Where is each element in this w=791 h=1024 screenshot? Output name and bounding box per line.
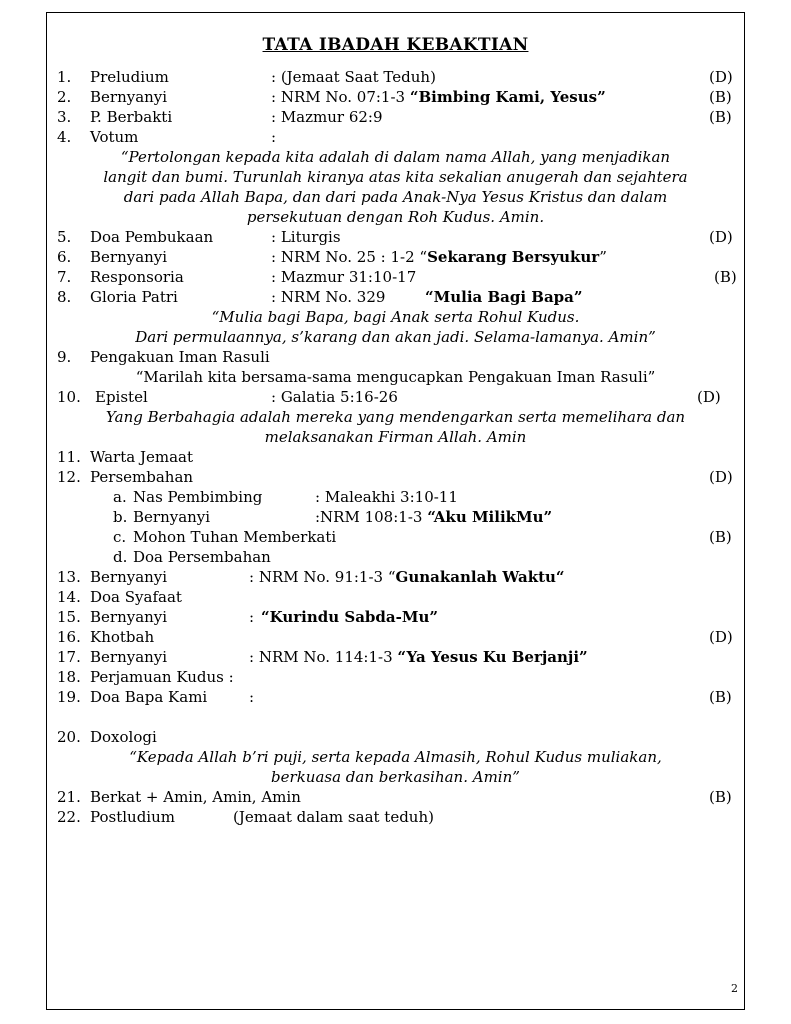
votum-line: “Pertolongan kepada kita adalah di dalam nama Allah, yang menjadikan (120, 148, 671, 166)
item-label: Responsoria (90, 268, 184, 286)
item-detail: : NRM No. 25 : 1-2 “ (271, 248, 428, 266)
item-label: Postludium (90, 808, 175, 826)
item-label: Bernyanyi (133, 508, 211, 526)
item-detail: : Mazmur 31:10-17 (271, 268, 417, 286)
item-doxologi (47, 727, 744, 747)
song-title: “Aku MilikMu” (427, 508, 553, 526)
subitem-mohon-berkat (47, 527, 744, 547)
item-label: Epistel (95, 388, 148, 406)
item-khotbah (47, 627, 744, 647)
item-label: Doa Persembahan (133, 548, 271, 566)
item-mark: (D) (709, 628, 733, 646)
song-title: “Mulia Bagi Bapa” (425, 288, 583, 306)
item-label: Gloria Patri (90, 288, 178, 306)
page-number: 2 (731, 982, 738, 995)
song-title: Sekarang Bersyukur (427, 248, 600, 266)
item-mark: (B) (709, 108, 732, 126)
item-label: Warta Jemaat (90, 448, 193, 466)
item-p-berbakti (47, 107, 744, 127)
song-title: “Ya Yesus Ku Berjanji” (397, 648, 588, 666)
gloria-line: Dari permulaannya, s’karang dan akan jadi. Selama-lamanya. Amin” (135, 328, 656, 346)
item-mark: (B) (714, 268, 737, 286)
item-number: 10. (57, 388, 81, 406)
item-bernyanyi-2 (47, 247, 744, 267)
item-votum (47, 127, 744, 147)
item-detail: : NRM No. 329 (271, 288, 386, 306)
item-detail: (Jemaat dalam saat teduh) (233, 808, 434, 826)
item-warta-jemaat (47, 447, 744, 467)
item-detail: : (249, 608, 255, 626)
item-doa-bapa-kami (47, 687, 744, 707)
item-number: 12. (57, 468, 81, 486)
item-detail: : Liturgis (271, 228, 341, 246)
item-detail: :NRM 108:1-3 (315, 508, 428, 526)
item-perjamuan-kudus (47, 667, 744, 687)
item-label: Persembahan (90, 468, 194, 486)
item-gloria-patri (47, 287, 744, 307)
item-mark: (B) (709, 788, 732, 806)
item-number: 14. (57, 588, 81, 606)
item-mark: (D) (697, 388, 721, 406)
item-doa-syafaat (47, 587, 744, 607)
item-mark: (B) (709, 528, 732, 546)
item-postludium (47, 807, 744, 827)
item-label: Berkat + Amin, Amin, Amin (90, 788, 301, 806)
item-detail: : NRM No. 114:1-3 (249, 648, 398, 666)
item-number: 19. (57, 688, 81, 706)
item-label: Bernyanyi (90, 248, 168, 266)
gloria-line: “Mulia bagi Bapa, bagi Anak serta Rohul Kudus. (211, 308, 580, 326)
item-mark: (B) (709, 88, 732, 106)
epistel-line: Yang Berbahagia adalah mereka yang mendengarkan serta memelihara dan (105, 408, 686, 426)
item-label: Votum (90, 128, 139, 146)
item-epistel (47, 387, 744, 407)
item-mark: (D) (709, 68, 733, 86)
item-number: 3. (57, 108, 72, 126)
epistel-line: melaksanakan Firman Allah. Amin (264, 428, 527, 446)
item-number: 17. (57, 648, 81, 666)
item-label: P. Berbakti (90, 108, 173, 126)
item-number: 5. (57, 228, 72, 246)
item-label: Doa Pembukaan (90, 228, 214, 246)
subitem-letter: a. (113, 488, 127, 506)
item-pengakuan (47, 347, 744, 367)
item-label: Bernyanyi (90, 88, 168, 106)
votum-line: dari pada Allah Bapa, dan dari pada Anak-Nya Yesus Kristus dan dalam (123, 188, 668, 206)
item-label: Nas Pembimbing (133, 488, 263, 506)
item-label: Bernyanyi (90, 568, 168, 586)
item-label: Preludium (90, 68, 169, 86)
item-number: 1. (57, 68, 72, 86)
item-label: Doa Bapa Kami (90, 688, 208, 706)
item-label: Khotbah (90, 628, 155, 646)
item-bernyanyi-4 (47, 607, 744, 627)
item-label: Doa Syafaat (90, 588, 182, 606)
song-title: Gunakanlah Waktu“ (395, 568, 565, 586)
item-number: 6. (57, 248, 72, 266)
item-detail: : Mazmur 62:9 (271, 108, 383, 126)
subitem-doa-persembahan (47, 547, 744, 567)
item-mark: (D) (709, 228, 733, 246)
item-number: 16. (57, 628, 81, 646)
page-frame (46, 12, 745, 1010)
subitem-nas-pembimbing (47, 487, 744, 507)
item-label: Doxologi (90, 728, 157, 746)
page-title: TATA IBADAH KEBAKTIAN (262, 35, 529, 55)
item-preludium (47, 67, 744, 87)
song-title: “Bimbing Kami, Yesus” (409, 88, 606, 106)
item-detail: : Galatia 5:16-26 (271, 388, 398, 406)
item-label: Bernyanyi (90, 648, 168, 666)
item-label: Perjamuan Kudus : (90, 668, 234, 686)
subitem-letter: d. (113, 548, 128, 566)
item-label: Pengakuan Iman Rasuli (90, 348, 270, 366)
item-number: 9. (57, 348, 72, 366)
item-mark: (D) (709, 468, 733, 486)
item-detail: : Maleakhi 3:10-11 (315, 488, 458, 506)
subitem-letter: b. (113, 508, 128, 526)
item-number: 13. (57, 568, 81, 586)
item-mark: (B) (709, 688, 732, 706)
item-number: 8. (57, 288, 72, 306)
item-number: 7. (57, 268, 72, 286)
item-detail: : NRM No. 07:1-3 (271, 88, 410, 106)
item-number: 11. (57, 448, 81, 466)
subitem-bernyanyi (47, 507, 744, 527)
item-label: Bernyanyi (90, 608, 168, 626)
item-number: 21. (57, 788, 81, 806)
item-bernyanyi-3 (47, 567, 744, 587)
item-bernyanyi-5 (47, 647, 744, 667)
item-responsoria (47, 267, 744, 287)
item-doa-pembukaan (47, 227, 744, 247)
subitem-letter: c. (113, 528, 127, 546)
song-title: “Kurindu Sabda-Mu” (261, 608, 438, 626)
item-persembahan (47, 467, 744, 487)
item-detail: : (Jemaat Saat Teduh) (271, 68, 436, 86)
votum-line: langit dan bumi. Turunlah kiranya atas kita sekalian anugerah dan sejahtera (103, 168, 688, 186)
item-detail: : (249, 688, 255, 706)
item-detail: : (271, 128, 277, 146)
doxologi-line: berkuasa dan berkasihan. Amin” (271, 768, 520, 786)
item-number: 2. (57, 88, 72, 106)
item-label: Mohon Tuhan Memberkati (133, 528, 337, 546)
song-close-quote: ” (599, 248, 607, 266)
item-bernyanyi-1 (47, 87, 744, 107)
item-number: 4. (57, 128, 72, 146)
item-number: 15. (57, 608, 81, 626)
item-number: 18. (57, 668, 81, 686)
item-number: 22. (57, 808, 81, 826)
votum-line: persekutuan dengan Roh Kudus. Amin. (246, 208, 545, 226)
item-number: 20. (57, 728, 81, 746)
pengakuan-line: “Marilah kita bersama-sama mengucapkan Pengakuan Iman Rasuli” (135, 368, 656, 386)
item-detail: : NRM No. 91:1-3 “ (249, 568, 396, 586)
item-berkat (47, 787, 744, 807)
doxologi-line: “Kepada Allah b’ri puji, serta kepada Almasih, Rohul Kudus muliakan, (129, 748, 662, 766)
